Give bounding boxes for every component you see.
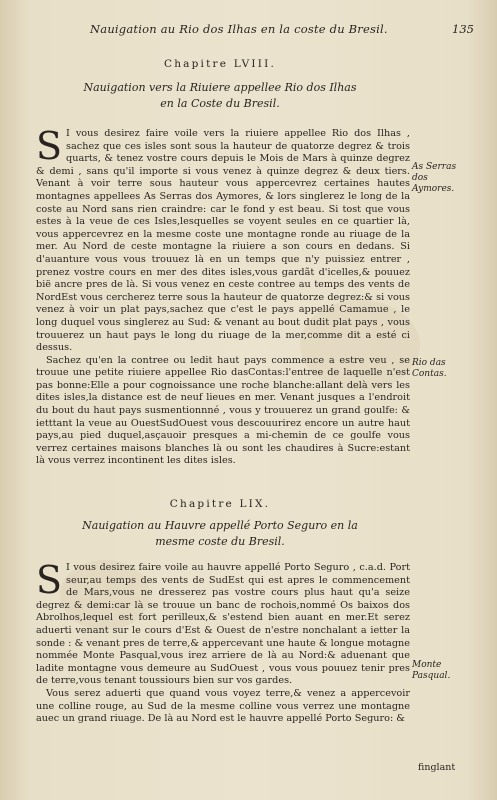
chapter-59-body — [36, 558, 410, 726]
catchword: finglant — [418, 762, 456, 773]
chapter-59-heading: Chapitre LIX. — [169, 498, 271, 510]
chapter-58-heading: Chapitre LVIII. — [163, 58, 277, 70]
paragraph-text: I vous desirez faire voile vers la riuiere appellee Rio dos Ilhas , sachez que ces isles sont sous la hauteur de quatorze degrez & trois quarts, & tenez vostre cours depuis le Mois de Mars à quinze degrez & demi , sans qu'il importe si vous venez à quinze degrez & deux tiers. Venant à voir terre sous hauteur vous appercevrez certaines hautes montagnes appellees As Serras dos Aymores, & lors singlerez le long de la coste au Nord sans rien craindre: car le fond y est beau. Si tost que vous estes à la veue de ces Isles,lesquelles se voyent seules en ce quartier là, vous appercevrez en la mesme coste une montagne ronde au riuage de la mer. Au Nord de ceste montagne la riuiere a son cours en dedans. Si d'auanture vous vous trouuez là en un temps que n'y puissiez entrer , prenez vostre cours en mer des dites isles,vous gardãt d'icelles,& pouuez bië ancre pres de là. Si vous venez en ceste contree au temps des vents de NordEst vous cercherez terre sous la hauteur de quatorze degrez:& si vous venez à voir un plat pays,sachez que c'est le pays appellé Camamue , le long duquel vous singlerez au Sud: & venant au bout dudit plat pays , vous trouuerez un haut pays le long du riuage de la mer,comme dit a esté ci dessus. — [36, 128, 410, 354]
chapter-59-title-line2: mesme coste du Bresil. — [155, 535, 285, 548]
chapter-59-paragraph-2: Vous serez aduerti que quand vous voyez terre,& venez a appercevoir une colline rouge, au Sud de la mesme colline vous verrez une montagne auec un grand riuage. De là au Nord est le hauvre appellé Porto Seguro: & — [36, 687, 410, 725]
drop-cap: S — [36, 558, 63, 602]
chapter-58-body — [36, 124, 410, 468]
drop-cap: S — [36, 124, 63, 168]
chapter-59-paragraph-1 — [36, 558, 410, 688]
page-number: 135 — [452, 22, 474, 36]
chapter-58-paragraph-2: Sachez qu'en la contree ou ledit haut pays commence a estre veu , se trouue une petite riuiere appellee Rio dasContas:l'entree de laquelle n'est pas bonne:Elle a pour cognoissance une roche blanche:allant delà vers les dites isles,la distance est de neuf lieues en mer. Venant jusques a l'endroit du bout du haut pays susmentionnné , vous y trouuerez un grand goulfe: & ietttant la veue au OuestSudOuest vous descouurirez encore un autre haut pays,au pied duquel,asçauoir presques a mi-chemin de ce goulfe vous verrez certaines maisons blanches là ou sont les chaudires à Sucre:estant là vous verrez incontinent les dites isles. — [36, 354, 410, 467]
chapter-59-title — [40, 518, 400, 550]
margin-note-contas: Rio das Contas. — [412, 358, 447, 379]
margin-note-serras: As Serras dos Aymores. — [412, 162, 457, 194]
chapter-58-title — [40, 80, 400, 112]
running-title: Nauigation au Rio dos Ilhas en la coste du Bresil. — [90, 22, 388, 36]
page-header — [60, 22, 480, 40]
chapter-58-title-line1: Nauigation vers la Riuiere appellee Rio dos Ilhas — [83, 81, 357, 94]
chapter-58-title-line2: en la Coste du Bresil. — [160, 97, 280, 110]
margin-note-pasqual: Monte Pasqual. — [412, 660, 451, 681]
chapter-59-title-line1: Nauigation au Hauvre appellé Porto Seguro en la — [82, 519, 358, 532]
paragraph-text: I vous desirez faire voile au hauvre appellé Porto Seguro , c.a.d. Port seur,au temps des vents de SudEst qui est apres le commencement de Mars,vous ne dresserez pas vostre cours plus haut qu'a seize degrez & demi:car là se trouue un banc de rochois,nommé Os baixos dos Abrolhos,lequel est fort perilleux,& s'estend bien auant en mer.Et serez aduerti venant sur le cours d'Est & Ouest de n'estre nonchalant a ietter la sonde : & venant pres de terre,& appercevant une haute & longue motagne nommée Monte Pasqual,vous irez arriere de là au Nord:& aduenant que ladite montagne vous demeure au SudOuest , vous vous pouuez tenir pres de terre,vous tenant toussiours bien sur vos gardes. — [36, 562, 410, 687]
chapter-58-paragraph-1 — [36, 124, 410, 355]
